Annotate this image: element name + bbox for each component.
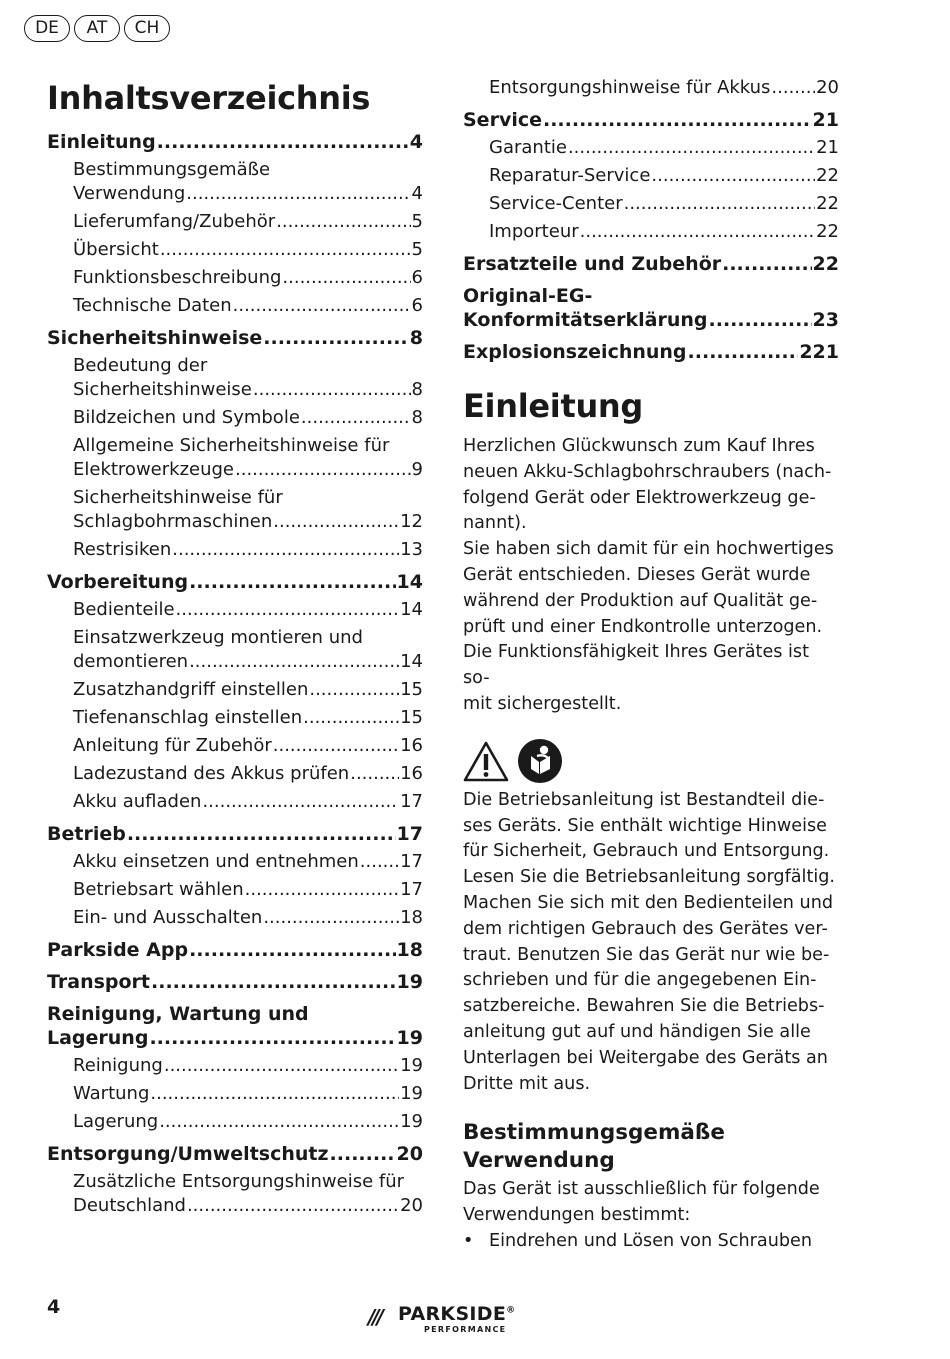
toc-entry-prefix: Bestimmungsgemäße bbox=[73, 159, 271, 180]
toc-subsection bbox=[47, 1054, 423, 1078]
toc-entry bbox=[47, 570, 423, 594]
toc-page-number: 18 bbox=[396, 939, 423, 961]
toc-page-number: 8 bbox=[411, 407, 423, 428]
toc-entry-title: Importeur bbox=[489, 221, 579, 242]
toc-entry-title: Ein- und Ausschalten bbox=[73, 907, 263, 928]
toc-entry bbox=[489, 192, 839, 216]
toc-list bbox=[47, 130, 423, 1218]
toc-entry-title: Lagerung bbox=[73, 1111, 159, 1132]
toc-page-number: 21 bbox=[816, 137, 839, 158]
toc-page-number: 17 bbox=[400, 791, 423, 812]
toc-subsection bbox=[47, 706, 423, 730]
toc-subsection bbox=[47, 1170, 423, 1218]
toc-page-number: 18 bbox=[400, 907, 423, 928]
warning-triangle-icon bbox=[463, 740, 509, 782]
toc-entry bbox=[73, 706, 423, 730]
toc-subsection bbox=[47, 1082, 423, 1106]
text-line: Verwendungen bestimmt: bbox=[463, 1205, 691, 1226]
toc-leader-dots bbox=[688, 340, 799, 364]
toc-entry bbox=[73, 210, 423, 234]
toc-entry-title: demontieren bbox=[73, 651, 189, 672]
toc-entry-title: Restrisiken bbox=[73, 539, 172, 560]
toc-entry-title: Akku aufladen bbox=[73, 791, 202, 812]
toc-entry-title: Reinigung bbox=[73, 1055, 163, 1076]
country-badge: CH bbox=[124, 15, 170, 42]
toc-page-number: 20 bbox=[816, 77, 839, 98]
toc-page-number: 22 bbox=[816, 193, 839, 214]
text-line: Die Funktionsfähigkeit Ihres Gerätes ist so- bbox=[463, 642, 809, 689]
text-line: Gerät entschieden. Dieses Gerät wurde bbox=[463, 564, 811, 585]
text-line: schrieben und für die angegebenen Ein- bbox=[463, 970, 817, 991]
bullet-icon: • bbox=[463, 1230, 474, 1251]
toc-entry-prefix: Original-EG- bbox=[463, 285, 593, 307]
toc-entry bbox=[73, 906, 423, 930]
toc-entry-title: Explosionszeichnung bbox=[463, 341, 687, 363]
toc-page-number: 8 bbox=[411, 379, 423, 400]
toc-entry bbox=[463, 108, 839, 132]
toc-leader-dots bbox=[150, 1082, 399, 1106]
text-line: traut. Benutzen Sie das Gerät nur wie be- bbox=[463, 944, 830, 965]
toc-leader-dots bbox=[127, 822, 396, 846]
toc-subsection bbox=[47, 734, 423, 758]
text-line: dem richtigen Gebrauch des Gerätes ver- bbox=[463, 918, 828, 939]
list-item bbox=[463, 1229, 839, 1255]
toc-page-number: 17 bbox=[400, 851, 423, 872]
toc-subsection bbox=[463, 192, 839, 216]
toc-entry bbox=[489, 136, 839, 160]
brand-logo bbox=[368, 1303, 520, 1337]
toc-entry bbox=[73, 538, 423, 562]
toc-leader-dots bbox=[301, 406, 411, 430]
toc-entry bbox=[73, 598, 423, 622]
text-line: Das Gerät ist ausschließlich für folgende bbox=[463, 1179, 820, 1200]
toc-page-number: 15 bbox=[400, 707, 423, 728]
intro-title: Einleitung bbox=[463, 387, 644, 425]
toc-entry bbox=[47, 326, 423, 350]
country-badges bbox=[24, 15, 170, 42]
toc-page-number: 14 bbox=[400, 651, 423, 672]
country-badge: DE bbox=[24, 15, 70, 42]
toc-page-number: 22 bbox=[816, 165, 839, 186]
toc-page-number: 12 bbox=[400, 511, 423, 532]
text-line: Dritte mit aus. bbox=[463, 1073, 591, 1094]
toc-section bbox=[463, 340, 839, 364]
toc-page-number: 4 bbox=[411, 183, 423, 204]
safety-icons bbox=[463, 738, 839, 784]
toc-subsection bbox=[47, 850, 423, 874]
toc-page-number: 17 bbox=[396, 823, 423, 845]
toc-leader-dots bbox=[263, 326, 408, 350]
toc-page-number: 16 bbox=[400, 735, 423, 756]
toc-leader-dots bbox=[276, 210, 410, 234]
toc-entry bbox=[73, 678, 423, 702]
toc-subsection bbox=[47, 294, 423, 318]
toc-page-number: 19 bbox=[400, 1111, 423, 1132]
toc-title: Inhaltsverzeichnis bbox=[47, 79, 371, 117]
toc-leader-dots bbox=[176, 598, 400, 622]
toc-entry-title: Wartung bbox=[73, 1083, 150, 1104]
toc-page-number: 19 bbox=[396, 971, 423, 993]
page-number: 4 bbox=[47, 1296, 61, 1318]
toc-leader-dots bbox=[186, 182, 410, 206]
toc-subsection bbox=[47, 906, 423, 930]
toc-page-number: 16 bbox=[400, 763, 423, 784]
intro-paragraph-2 bbox=[463, 537, 839, 718]
toc-section bbox=[463, 252, 839, 276]
toc-page-number: 14 bbox=[400, 599, 423, 620]
text-line: Lesen Sie die Betriebsanleitung sorgfältig. bbox=[463, 867, 835, 888]
toc-entry-title: Konformitätserklärung bbox=[463, 309, 708, 331]
toc-entry-prefix: Zusätzliche Entsorgungshinweise für bbox=[73, 1171, 405, 1192]
toc-leader-dots bbox=[568, 136, 815, 160]
toc-section bbox=[47, 938, 423, 962]
toc-entry bbox=[73, 734, 423, 758]
intended-use-heading bbox=[463, 1119, 839, 1175]
toc-entry-title: Tiefenanschlag einstellen bbox=[73, 707, 303, 728]
toc-subsection bbox=[47, 434, 423, 482]
toc-leader-dots bbox=[245, 878, 399, 902]
brand-name: PARKSIDE® bbox=[398, 1303, 516, 1325]
text-line: ses Geräts. Sie enthält wichtige Hinweise bbox=[463, 815, 827, 836]
toc-leader-dots bbox=[580, 220, 815, 244]
toc-subsection bbox=[47, 238, 423, 262]
toc-section bbox=[47, 822, 423, 846]
toc-entry-title: Betriebsart wählen bbox=[73, 879, 244, 900]
toc-entry bbox=[73, 182, 423, 206]
brand-subline: PERFORMANCE bbox=[424, 1325, 507, 1334]
toc-entry bbox=[73, 762, 423, 786]
toc-page-number: 4 bbox=[409, 131, 423, 153]
toc-entry bbox=[47, 938, 423, 962]
toc-page-number: 221 bbox=[799, 341, 839, 363]
toc-entry-prefix: Sicherheitshinweise für bbox=[73, 487, 283, 508]
toc-page-number: 5 bbox=[411, 211, 423, 232]
toc-entry bbox=[73, 878, 423, 902]
toc-leader-dots bbox=[189, 938, 395, 962]
toc-entry bbox=[47, 970, 423, 994]
toc-entry bbox=[47, 822, 423, 846]
toc-entry-prefix: Reinigung, Wartung und bbox=[47, 1003, 309, 1025]
toc-section bbox=[47, 1002, 423, 1050]
right-column bbox=[463, 77, 839, 1255]
toc-subsection bbox=[47, 158, 423, 206]
toc-page-number: 6 bbox=[411, 267, 423, 288]
toc-subsection bbox=[47, 210, 423, 234]
toc-entry bbox=[463, 308, 839, 332]
text-line: für Sicherheit, Gebrauch und Entsorgung. bbox=[463, 841, 830, 862]
toc-entry bbox=[47, 1026, 423, 1050]
toc-entry-title: Anleitung für Zubehör bbox=[73, 735, 272, 756]
text-line: Unterlagen bei Weitergabe des Geräts an bbox=[463, 1047, 828, 1068]
toc-entry-title: Service-Center bbox=[489, 193, 623, 214]
toc-leader-dots bbox=[151, 970, 396, 994]
toc-page-number: 20 bbox=[396, 1143, 423, 1165]
toc-leader-dots bbox=[543, 108, 812, 132]
toc-leader-dots bbox=[330, 1142, 396, 1166]
toc-leader-dots bbox=[189, 570, 395, 594]
toc-entry bbox=[489, 220, 839, 244]
toc-leader-dots bbox=[273, 510, 399, 534]
toc-subsection bbox=[47, 354, 423, 402]
toc-leader-dots bbox=[172, 538, 399, 562]
toc-entry-title: Sicherheitshinweise bbox=[47, 327, 263, 349]
toc-leader-dots bbox=[233, 294, 411, 318]
text-line: mit sichergestellt. bbox=[463, 693, 622, 714]
toc-page-number: 15 bbox=[400, 679, 423, 700]
toc-leader-dots bbox=[263, 906, 399, 930]
toc-leader-dots bbox=[164, 1054, 399, 1078]
toc-section bbox=[47, 130, 423, 154]
toc-leader-dots bbox=[157, 130, 409, 154]
toc-entry-title: Bildzeichen und Symbole bbox=[73, 407, 300, 428]
toc-entry bbox=[73, 458, 423, 482]
toc-subsection bbox=[463, 136, 839, 160]
toc-entry-title: Akku einsetzen und entnehmen bbox=[73, 851, 359, 872]
toc-entry bbox=[489, 164, 839, 188]
toc-entry-title: Entsorgungshinweise für Akkus bbox=[489, 77, 771, 98]
text-line: prüft und einer Endkontrolle unterzogen. bbox=[463, 616, 823, 637]
toc-page-number: 19 bbox=[400, 1083, 423, 1104]
toc-entry-title: Übersicht bbox=[73, 239, 159, 260]
toc-entry-prefix: Allgemeine Sicherheitshinweise für bbox=[73, 435, 390, 456]
toc-page-number: 19 bbox=[400, 1055, 423, 1076]
toc-leader-dots bbox=[722, 252, 811, 276]
toc-entry-title: Ladezustand des Akkus prüfen bbox=[73, 763, 350, 784]
toc-leader-dots bbox=[709, 308, 812, 332]
toc-entry-title: Ersatzteile und Zubehör bbox=[463, 253, 722, 275]
text-line: Herzlichen Glückwunsch zum Kauf Ihres bbox=[463, 436, 815, 456]
toc-section bbox=[47, 970, 423, 994]
toc-entry bbox=[463, 340, 839, 364]
toc-entry-title: Sicherheitshinweise bbox=[73, 379, 252, 400]
toc-page-number: 22 bbox=[816, 221, 839, 242]
manual-paragraph bbox=[463, 788, 839, 1098]
toc-page-number: 20 bbox=[400, 1195, 423, 1216]
text-line: neuen Akku-Schlagbohrschraubers (nach- bbox=[463, 461, 832, 482]
toc-leader-dots bbox=[235, 458, 411, 482]
toc-entry-title: Funktionsbeschreibung bbox=[73, 267, 282, 288]
toc-entry bbox=[73, 1082, 423, 1106]
toc-subsection bbox=[47, 266, 423, 290]
toc-entry-title: Bedienteile bbox=[73, 599, 175, 620]
intended-use-paragraph bbox=[463, 1177, 839, 1229]
toc-page-number: 22 bbox=[812, 253, 839, 275]
toc-entry-prefix: Bedeutung der bbox=[73, 355, 208, 376]
text-line: Machen Sie sich mit den Bedienteilen und bbox=[463, 892, 834, 913]
list-item-text: Eindrehen und Lösen von Schrauben bbox=[489, 1230, 812, 1251]
country-badge: AT bbox=[74, 15, 120, 42]
toc-leader-dots bbox=[282, 266, 410, 290]
toc-section bbox=[463, 284, 839, 332]
toc-leader-dots bbox=[350, 762, 399, 786]
text-line: während der Produktion auf Qualität ge- bbox=[463, 590, 818, 611]
intro-paragraph-1 bbox=[463, 434, 839, 537]
toc-subsection bbox=[47, 878, 423, 902]
text-line: nannt). bbox=[463, 513, 527, 534]
toc-page-number: 8 bbox=[409, 327, 423, 349]
toc-page-number: 13 bbox=[400, 539, 423, 560]
toc-entry-title: Reparatur-Service bbox=[489, 165, 651, 186]
toc-entry-title: Zusatzhandgriff einstellen bbox=[73, 679, 309, 700]
toc-entry bbox=[73, 650, 423, 674]
toc-entry bbox=[47, 1142, 423, 1166]
toc-leader-dots bbox=[303, 706, 399, 730]
toc-page-number: 17 bbox=[400, 879, 423, 900]
toc-leader-dots bbox=[624, 192, 815, 216]
toc-entry bbox=[73, 790, 423, 814]
toc-leader-dots bbox=[253, 378, 411, 402]
toc-leader-dots bbox=[189, 650, 399, 674]
toc-entry-title: Parkside App bbox=[47, 939, 189, 961]
toc-leader-dots bbox=[202, 790, 399, 814]
toc-leader-dots bbox=[309, 678, 399, 702]
toc-entry-title: Elektrowerkzeuge bbox=[73, 459, 234, 480]
toc-leader-dots bbox=[360, 850, 399, 874]
toc-entry bbox=[73, 238, 423, 262]
text-line: satzbereiche. Bewahren Sie die Betriebs- bbox=[463, 996, 825, 1017]
toc-entry-title: Service bbox=[463, 109, 542, 131]
toc-subsection bbox=[47, 626, 423, 674]
toc-section bbox=[463, 108, 839, 132]
toc-entry-title: Entsorgung/Umweltschutz bbox=[47, 1143, 329, 1165]
toc-entry bbox=[73, 1194, 423, 1218]
toc-entry bbox=[463, 252, 839, 276]
toc-leader-dots bbox=[651, 164, 815, 188]
text-line: folgend Gerät oder Elektrowerkzeug ge- bbox=[463, 487, 816, 508]
toc-page-number: 23 bbox=[812, 309, 839, 331]
text-line: Sie haben sich damit für ein hochwertiges bbox=[463, 539, 834, 560]
toc-page-number: 9 bbox=[411, 459, 423, 480]
toc-entry bbox=[73, 850, 423, 874]
toc-subsection bbox=[47, 538, 423, 562]
text-line: Die Betriebsanleitung ist Bestandteil die- bbox=[463, 789, 825, 810]
registered-mark: ® bbox=[506, 1305, 516, 1316]
toc-subsection bbox=[47, 486, 423, 534]
toc-page-number: 19 bbox=[396, 1027, 423, 1049]
toc-subsection bbox=[463, 164, 839, 188]
toc-leader-dots bbox=[160, 238, 411, 262]
toc-subsection bbox=[47, 678, 423, 702]
toc-entry-title: Technische Daten bbox=[73, 295, 232, 316]
toc-entry bbox=[73, 1110, 423, 1134]
toc-page-number: 14 bbox=[396, 571, 423, 593]
text-line: Bestimmungsgemäße bbox=[463, 1120, 725, 1146]
toc-list-continued bbox=[463, 76, 839, 364]
toc-subsection bbox=[463, 76, 839, 100]
toc-leader-dots bbox=[187, 1194, 399, 1218]
toc-entry bbox=[47, 130, 423, 154]
toc-entry-title: Garantie bbox=[489, 137, 567, 158]
toc-leader-dots bbox=[771, 76, 815, 100]
toc-section bbox=[47, 570, 423, 594]
toc-subsection bbox=[463, 220, 839, 244]
toc-entry bbox=[73, 378, 423, 402]
toc-entry bbox=[73, 406, 423, 430]
toc-subsection bbox=[47, 762, 423, 786]
toc-section bbox=[47, 1142, 423, 1166]
toc-entry-title: Betrieb bbox=[47, 823, 126, 845]
toc-leader-dots bbox=[273, 734, 399, 758]
read-manual-icon bbox=[517, 738, 563, 784]
toc-entry-title: Deutschland bbox=[73, 1195, 186, 1216]
text-line: Verwendung bbox=[463, 1148, 615, 1174]
toc-subsection bbox=[47, 598, 423, 622]
toc-entry bbox=[73, 294, 423, 318]
toc-entry bbox=[489, 76, 839, 100]
toc-entry-title: Vorbereitung bbox=[47, 571, 189, 593]
toc-entry-title: Verwendung bbox=[73, 183, 186, 204]
toc-page-number: 5 bbox=[411, 239, 423, 260]
toc-page-number: 6 bbox=[411, 295, 423, 316]
toc-entry-title: Einleitung bbox=[47, 131, 156, 153]
toc-entry-title: Lieferumfang/Zubehör bbox=[73, 211, 276, 232]
toc-entry bbox=[73, 510, 423, 534]
toc-entry-prefix: Einsatzwerkzeug montieren und bbox=[73, 627, 363, 648]
brand-slashes: /// bbox=[368, 1305, 381, 1329]
toc-subsection bbox=[47, 406, 423, 430]
toc-subsection bbox=[47, 1110, 423, 1134]
toc-entry-title: Lagerung bbox=[47, 1027, 149, 1049]
toc-subsection bbox=[47, 790, 423, 814]
toc-page-number: 21 bbox=[812, 109, 839, 131]
toc-leader-dots bbox=[159, 1110, 399, 1134]
text-line: anleitung gut auf und händigen Sie alle bbox=[463, 1021, 811, 1042]
toc-section bbox=[47, 326, 423, 350]
toc-entry bbox=[73, 266, 423, 290]
toc-entry-title: Transport bbox=[47, 971, 151, 993]
toc-leader-dots bbox=[149, 1026, 395, 1050]
toc-left-column bbox=[47, 74, 423, 1218]
toc-entry bbox=[73, 1054, 423, 1078]
toc-entry-title: Schlagbohrmaschinen bbox=[73, 511, 273, 532]
